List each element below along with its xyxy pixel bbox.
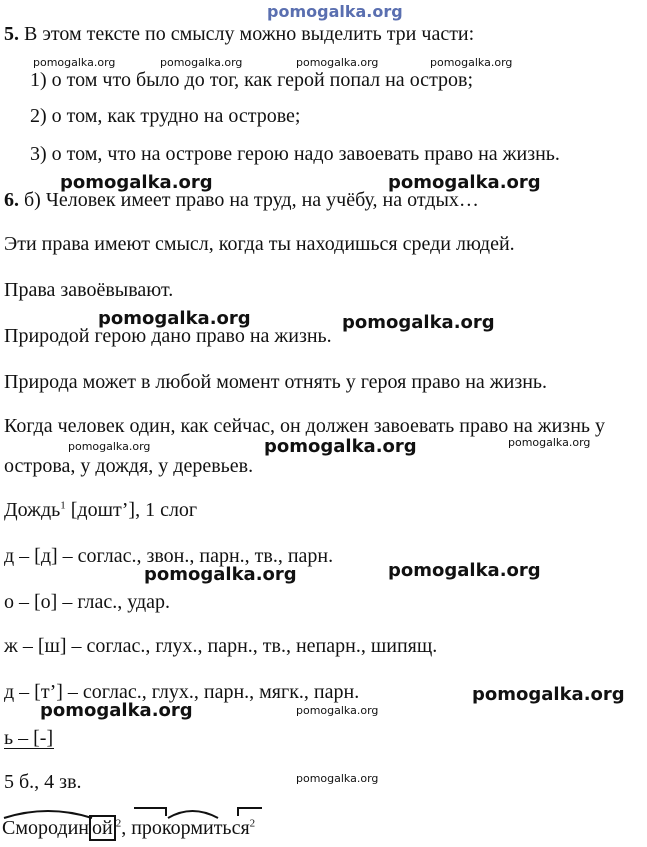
watermark: pomogalka.org bbox=[388, 560, 541, 581]
watermark: pomogalka.org bbox=[60, 172, 213, 193]
task6-number: 6. bbox=[4, 189, 19, 211]
watermark: pomogalka.org bbox=[40, 700, 193, 721]
task6-paragraph: Природой герою дано право на жизнь. bbox=[4, 325, 332, 347]
watermark: pomogalka.org bbox=[264, 436, 417, 457]
phonetic-transcription: [дошт’], 1 слог bbox=[70, 499, 198, 521]
task6-paragraph: Права завоёвывают. bbox=[4, 279, 174, 301]
task5-intro-text: В этом тексте по смыслу можно выделить три части: bbox=[24, 23, 475, 45]
phonetic-row: о – [о] – глас., удар. bbox=[4, 591, 171, 613]
task5-intro bbox=[4, 22, 474, 46]
watermark: pomogalka.org bbox=[296, 772, 379, 785]
word1-root: Смородин bbox=[2, 817, 90, 839]
watermark: pomogalka.org bbox=[68, 440, 151, 453]
task5-item: 3) о том, что на острове герою надо завоевать право на жизнь. bbox=[30, 143, 560, 165]
task5-item: 2) о том, как трудно на острове; bbox=[30, 105, 301, 127]
word1-ending: ой bbox=[89, 815, 116, 841]
morpheme-line bbox=[2, 816, 255, 840]
soft-sign-sound: – [-] bbox=[18, 727, 54, 749]
task6-paragraph: Когда человек один, как сейчас, он должен завоевать право на жизнь у bbox=[4, 415, 606, 437]
separator: , bbox=[121, 817, 127, 839]
watermark: pomogalka.org bbox=[472, 684, 625, 705]
task6-first bbox=[4, 188, 479, 212]
phonetic-row: д – [т’] – соглас., глух., парн., мягк., парн. bbox=[4, 681, 360, 703]
watermark-top: pomogalka.org bbox=[267, 2, 403, 21]
word2-sup: 2 bbox=[249, 817, 256, 830]
phonetic-word bbox=[4, 498, 197, 522]
task5-number: 5. bbox=[4, 23, 19, 45]
word2-suffix: ть bbox=[213, 817, 232, 839]
task5-item: 1) о том что было до тог, как герой попал на остров; bbox=[30, 69, 474, 91]
phonetic-word-sup: 1 bbox=[60, 499, 66, 512]
task6-paragraph: острова, у дождя, у деревьев. bbox=[4, 455, 254, 477]
watermark: pomogalka.org bbox=[33, 56, 116, 69]
watermark: pomogalka.org bbox=[160, 56, 243, 69]
word2-postfix: ся bbox=[231, 817, 250, 839]
watermark: pomogalka.org bbox=[296, 704, 379, 717]
watermark: pomogalka.org bbox=[144, 564, 297, 585]
phonetic-word-text: Дождь bbox=[4, 499, 61, 521]
word2-prefix: про bbox=[131, 817, 162, 839]
word2-root: корми bbox=[161, 817, 214, 839]
phonetic-summary: 5 б., 4 зв. bbox=[4, 771, 82, 793]
soft-sign-underline bbox=[4, 748, 54, 749]
watermark: pomogalka.org bbox=[342, 312, 495, 333]
watermark: pomogalka.org bbox=[296, 56, 379, 69]
task6-paragraph: Природа может в любой момент отнять у героя право на жизнь. bbox=[4, 371, 548, 393]
task6-paragraph: Эти права имеют смысл, когда ты находишься среди людей. bbox=[4, 233, 515, 255]
phonetic-row: д – [д] – соглас., звон., парн., тв., парн. bbox=[4, 545, 334, 567]
watermark: pomogalka.org bbox=[388, 172, 541, 193]
soft-sign-letter: ь bbox=[4, 727, 14, 749]
word1-sup: 2 bbox=[115, 817, 122, 830]
task6-first-text: б) Человек имеет право на труд, на учёбу, на отдых… bbox=[24, 189, 479, 211]
phonetic-row: ж – [ш] – соглас., глух., парн., тв., непарн., шипящ. bbox=[4, 635, 438, 657]
watermark: pomogalka.org bbox=[430, 56, 513, 69]
watermark: pomogalka.org bbox=[508, 436, 591, 449]
prefix-mark-icon bbox=[134, 808, 166, 816]
watermark: pomogalka.org bbox=[98, 308, 251, 329]
soft-sign-row bbox=[4, 726, 53, 750]
postfix-mark-icon bbox=[238, 808, 262, 816]
